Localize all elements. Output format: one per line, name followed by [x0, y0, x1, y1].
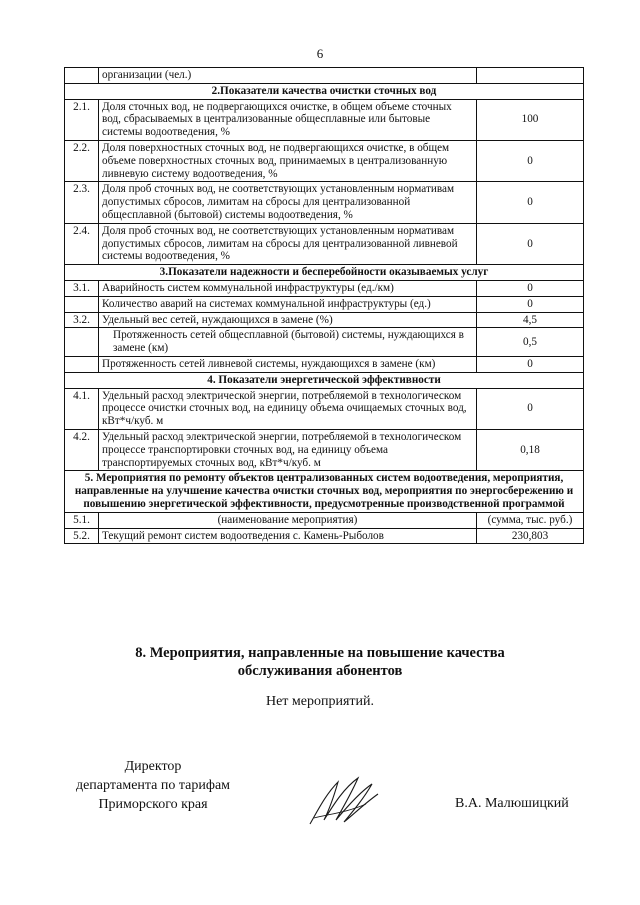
table-row: [65, 388, 584, 429]
indicator-name: (наименование мероприятия): [99, 512, 477, 528]
signatory-title: [58, 757, 248, 814]
table-row: [65, 280, 584, 296]
row-number: 4.1.: [65, 388, 99, 429]
signatory-title-line3: Приморского края: [98, 797, 208, 812]
section-title: 5. Мероприятия по ремонту объектов централизованных систем водоотведения, мероприятия, направленные на улучшение качества очистки сточных вод, мероприятия по энергосбережению и повышению энергетической эффективности, предусмотренные производственной программой: [65, 471, 584, 512]
indicator-value: 230,803: [477, 528, 584, 544]
no-events-text: Нет мероприятий.: [265, 694, 375, 709]
indicator-value: 0: [477, 182, 584, 223]
section-header-row: [65, 471, 584, 512]
indicator-name: Количество аварий на системах коммунальной инфраструктуры (ед.): [99, 296, 477, 312]
table-row: [65, 528, 584, 544]
indicators-table-body: [65, 68, 584, 544]
row-number: 3.1.: [65, 280, 99, 296]
row-number: [65, 356, 99, 372]
row-number: 2.2.: [65, 140, 99, 181]
row-number: 5.1.: [65, 512, 99, 528]
row-number: 2.4.: [65, 223, 99, 264]
section-header-row: [65, 372, 584, 388]
table-row: [65, 312, 584, 328]
table-row: [65, 429, 584, 470]
row-number: [65, 328, 99, 357]
indicator-name: Текущий ремонт систем водоотведения с. Камень-Рыболов: [99, 528, 477, 544]
table-row: [65, 182, 584, 223]
signatory-title-line1: Директор: [124, 759, 182, 774]
row-number: 4.2.: [65, 429, 99, 470]
table-row: [65, 328, 584, 357]
indicator-value: 0: [477, 280, 584, 296]
signatory-name: В.А. Малюшицкий: [455, 796, 569, 811]
indicator-value: 0: [477, 356, 584, 372]
section-8-heading: [0, 644, 640, 680]
table-row: [65, 356, 584, 372]
indicator-value: 0: [477, 388, 584, 429]
table-row: [65, 512, 584, 528]
row-number: [65, 296, 99, 312]
row-number: 3.2.: [65, 312, 99, 328]
indicator-value: 0: [477, 140, 584, 181]
indicator-name: Доля сточных вод, не подвергающихся очистке, в общем объеме сточных вод, сбрасываемых в централизованные общесплавные или бытовые системы водоотведения, %: [99, 99, 477, 140]
indicator-name: Доля проб сточных вод, не соответствующих установленным нормативам допустимых сбросов, лимитам на сбросы для централизованной ливневой системы водоотведения, %: [99, 223, 477, 264]
section-header-row: [65, 83, 584, 99]
indicator-value: (сумма, тыс. руб.): [477, 512, 584, 528]
indicator-value: 0: [477, 223, 584, 264]
indicator-name: Протяженность сетей общесплавной (бытовой) системы, нуждающихся в замене (км): [99, 328, 477, 357]
handwritten-signature: [304, 770, 384, 830]
table-row: [65, 99, 584, 140]
section-title: 3.Показатели надежности и бесперебойности оказываемых услуг: [65, 265, 584, 281]
row-number: 2.1.: [65, 99, 99, 140]
indicator-value: 4,5: [477, 312, 584, 328]
section-header-row: [65, 265, 584, 281]
indicator-name: Удельный расход электрической энергии, потребляемой в технологическом процессе очистки сточных вод, на единицу объема очищаемых сточных вод, кВт*ч/куб. м: [99, 388, 477, 429]
row-number: 5.2.: [65, 528, 99, 544]
indicator-value: 0,18: [477, 429, 584, 470]
table-row: [65, 296, 584, 312]
row-number: [65, 68, 99, 84]
signatory-title-line2: департамента по тарифам: [75, 778, 231, 793]
indicator-name: Доля поверхностных сточных вод, не подвергающихся очистке, в общем объеме поверхностных сточных вод, принимаемых в централизованную ливневую систему водоотведения, %: [99, 140, 477, 181]
indicator-name: Аварийность систем коммунальной инфраструктуры (ед./км): [99, 280, 477, 296]
section-8-title-line2: обслуживания абонентов: [237, 663, 403, 679]
page-number: 6: [316, 46, 324, 61]
row-number: 2.3.: [65, 182, 99, 223]
indicator-value: [477, 68, 584, 84]
indicator-name: Удельный вес сетей, нуждающихся в замене (%): [99, 312, 477, 328]
section-title: 4. Показатели энергетической эффективности: [65, 372, 584, 388]
indicator-name: Протяженность сетей ливневой системы, нуждающихся в замене (км): [99, 356, 477, 372]
indicator-value: 0,5: [477, 328, 584, 357]
indicator-name: Доля проб сточных вод, не соответствующих установленным нормативам допустимых сбросов, лимитам на сбросы для централизованной общесплавной (бытовой) системы водоотведения, %: [99, 182, 477, 223]
section-title: 2.Показатели качества очистки сточных вод: [65, 83, 584, 99]
indicator-value: 0: [477, 296, 584, 312]
indicator-name: Удельный расход электрической энергии, потребляемой в технологическом процессе транспортировки сточных вод, на единицу объема транспортируемых сточных вод, кВт*ч/куб. м: [99, 429, 477, 470]
table-row: [65, 223, 584, 264]
section-8-title-line1: 8. Мероприятия, направленные на повышение качества: [135, 645, 505, 661]
indicator-name: организации (чел.): [99, 68, 477, 84]
table-row: [65, 68, 584, 84]
indicator-value: 100: [477, 99, 584, 140]
indicators-table: [64, 67, 584, 544]
table-row: [65, 140, 584, 181]
